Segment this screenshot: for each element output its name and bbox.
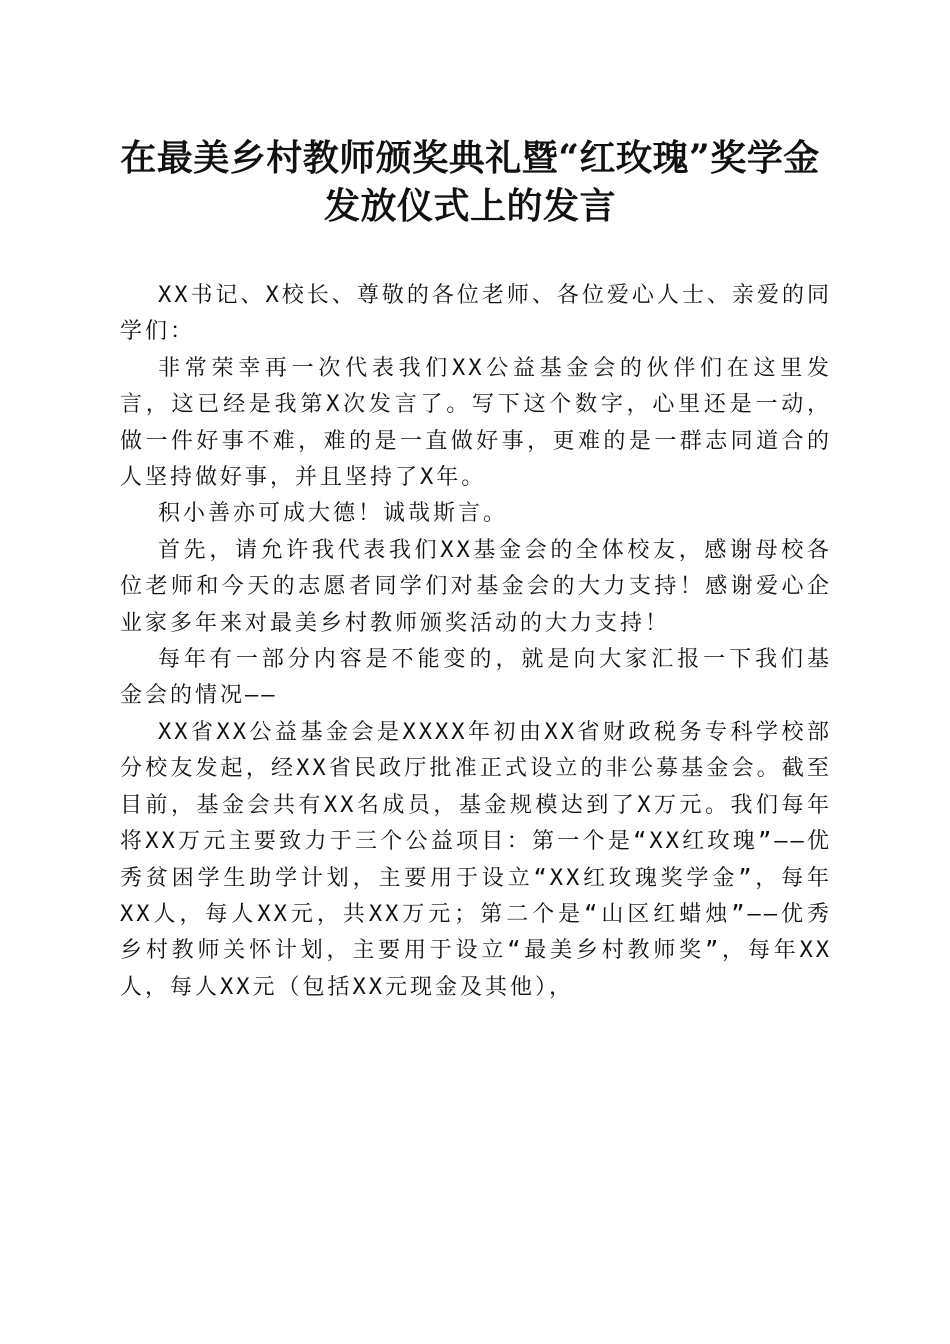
document-title (100, 134, 840, 230)
document-body (120, 278, 832, 1006)
body-paragraph: 首先，请允许我代表我们XX基金会的全体校友，感谢母校各位老师和今天的志愿者同学们对基金会的大力支持！感谢爱心企业家多年来对最美乡村教师颁奖活动的大力支持！ (120, 537, 832, 636)
body-paragraph: 积小善亦可成大德！诚哉斯言。 (158, 501, 509, 527)
body-paragraph: 非常荣幸再一次代表我们XX公益基金会的伙伴们在这里发言，这已经是我第X次发言了。写下这个数字，心里还是一动，做一件好事不难，难的是一直做好事，更难的是一群志同道合的人坚持做好事，并且坚持了X年。 (120, 355, 832, 491)
title-line-1: 在最美乡村教师颁奖典礼暨“红玫瑰”奖学金 (120, 137, 820, 179)
title-line-2: 发放仪式上的发言 (323, 185, 616, 227)
body-paragraph: XX省XX公益基金会是XXXX年初由XX省财政税务专科学校部分校友发起，经XX省民政厅批准正式设立的非公募基金会。截至目前，基金会共有XX名成员，基金规模达到了X万元。我们每年将XX万元主要致力于三个公益项目：第一个是“XX红玫瑰”——优秀贫困学生助学计划，主要用于设立“XX红玫瑰奖学金”，每年XX人，每人XX元，共XX万元；第二个是“山区红蜡烛”——优秀乡村教师关怀计划，主要用于设立“最美乡村教师奖”，每年XX人，每人XX元（包括XX元现金及其他）， (120, 719, 832, 1000)
body-paragraph: 每年有一部分内容是不能变的，就是向大家汇报一下我们基金会的情况—— (120, 647, 832, 709)
salutation-paragraph: XX书记、X校长、尊敬的各位老师、各位爱心人士、亲爱的同学们： (120, 283, 832, 345)
